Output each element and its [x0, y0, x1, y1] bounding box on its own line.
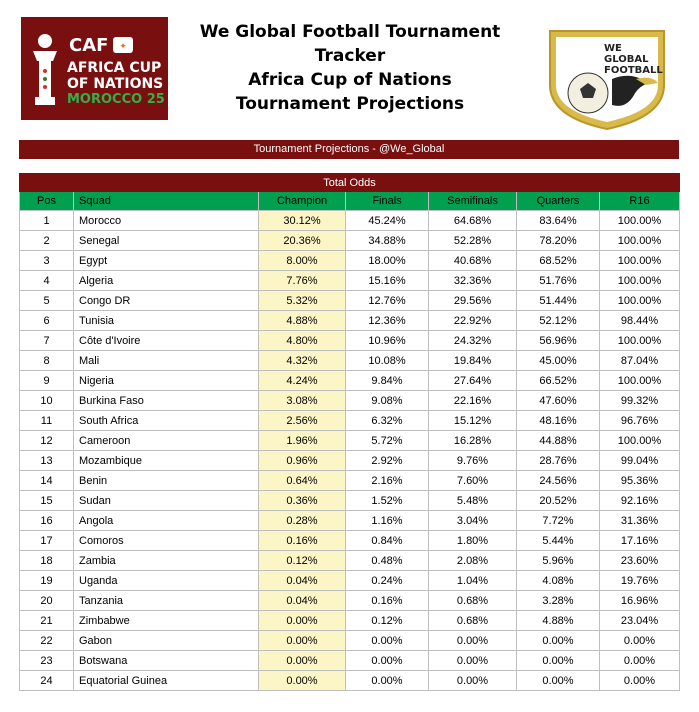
wg-logo-line1: WE — [604, 43, 622, 54]
we-global-football-logo — [542, 25, 672, 132]
champion-cell: 0.04% — [259, 571, 346, 591]
semifinals-cell: 0.00% — [429, 651, 517, 671]
quarters-cell: 5.96% — [517, 551, 600, 571]
squad-cell: Cameroon — [74, 431, 259, 451]
quarters-cell: 56.96% — [517, 331, 600, 351]
pos-cell: 1 — [20, 211, 74, 231]
quarters-cell: 78.20% — [517, 231, 600, 251]
champion-cell: 8.00% — [259, 251, 346, 271]
finals-cell: 2.92% — [346, 451, 429, 471]
page-subtitle-2: Tournament Projections — [235, 94, 465, 114]
squad-cell: Benin — [74, 471, 259, 491]
squad-cell: Zimbabwe — [74, 611, 259, 631]
table-row — [20, 571, 680, 591]
table-row — [20, 471, 680, 491]
r16-cell: 100.00% — [600, 251, 680, 271]
group-header: Total Odds — [20, 174, 680, 192]
semifinals-cell: 22.16% — [429, 391, 517, 411]
quarters-cell: 83.64% — [517, 211, 600, 231]
finals-cell: 5.72% — [346, 431, 429, 451]
afcon-trophy-icon — [21, 17, 168, 120]
table-row — [20, 531, 680, 551]
champion-cell: 30.12% — [259, 211, 346, 231]
quarters-cell: 24.56% — [517, 471, 600, 491]
r16-cell: 100.00% — [600, 431, 680, 451]
champion-cell: 7.76% — [259, 271, 346, 291]
pos-cell: 15 — [20, 491, 74, 511]
table-row — [20, 211, 680, 231]
semifinals-cell: 29.56% — [429, 291, 517, 311]
squad-cell: Comoros — [74, 531, 259, 551]
table-group-header-row — [20, 174, 680, 192]
table-row — [20, 611, 680, 631]
r16-cell: 100.00% — [600, 371, 680, 391]
table-row — [20, 391, 680, 411]
r16-cell: 87.04% — [600, 351, 680, 371]
title-block — [170, 20, 530, 116]
col-header-finals: Finals — [346, 192, 429, 211]
table-row — [20, 371, 680, 391]
finals-cell: 0.00% — [346, 671, 429, 691]
pos-cell: 17 — [20, 531, 74, 551]
semifinals-cell: 64.68% — [429, 211, 517, 231]
quarters-cell: 5.44% — [517, 531, 600, 551]
r16-cell: 96.76% — [600, 411, 680, 431]
quarters-cell: 3.28% — [517, 591, 600, 611]
total-odds-table — [19, 173, 680, 691]
pos-cell: 22 — [20, 631, 74, 651]
table-row — [20, 491, 680, 511]
quarters-cell: 45.00% — [517, 351, 600, 371]
r16-cell: 17.16% — [600, 531, 680, 551]
champion-cell: 0.28% — [259, 511, 346, 531]
squad-cell: Morocco — [74, 211, 259, 231]
svg-text:✦: ✦ — [119, 42, 127, 52]
pos-cell: 16 — [20, 511, 74, 531]
semifinals-cell: 5.48% — [429, 491, 517, 511]
r16-cell: 0.00% — [600, 651, 680, 671]
champion-cell: 5.32% — [259, 291, 346, 311]
col-header-semifinals: Semifinals — [429, 192, 517, 211]
quarters-cell: 47.60% — [517, 391, 600, 411]
pos-cell: 20 — [20, 591, 74, 611]
caf-logo-line1: CAF — [69, 35, 109, 56]
quarters-cell: 68.52% — [517, 251, 600, 271]
semifinals-cell: 24.32% — [429, 331, 517, 351]
quarters-cell: 20.52% — [517, 491, 600, 511]
semifinals-cell: 16.28% — [429, 431, 517, 451]
squad-cell: Zambia — [74, 551, 259, 571]
finals-cell: 0.12% — [346, 611, 429, 631]
pos-cell: 7 — [20, 331, 74, 351]
quarters-cell: 0.00% — [517, 631, 600, 651]
squad-cell: Uganda — [74, 571, 259, 591]
pos-cell: 3 — [20, 251, 74, 271]
caf-logo-line4: MOROCCO 25 — [67, 92, 165, 107]
pos-cell: 8 — [20, 351, 74, 371]
pos-cell: 21 — [20, 611, 74, 631]
table-row — [20, 651, 680, 671]
champion-cell: 4.80% — [259, 331, 346, 351]
pos-cell: 18 — [20, 551, 74, 571]
wg-logo-line3: FOOTBALL — [604, 65, 663, 76]
quarters-cell: 51.76% — [517, 271, 600, 291]
champion-cell: 4.24% — [259, 371, 346, 391]
squad-cell: Egypt — [74, 251, 259, 271]
table-row — [20, 631, 680, 651]
squad-cell: Mozambique — [74, 451, 259, 471]
semifinals-cell: 40.68% — [429, 251, 517, 271]
semifinals-cell: 0.00% — [429, 671, 517, 691]
r16-cell: 19.76% — [600, 571, 680, 591]
squad-cell: Equatorial Guinea — [74, 671, 259, 691]
table-row — [20, 671, 680, 691]
col-header-pos: Pos — [20, 192, 74, 211]
pos-cell: 19 — [20, 571, 74, 591]
r16-cell: 0.00% — [600, 631, 680, 651]
semifinals-cell: 19.84% — [429, 351, 517, 371]
page-subtitle: Africa Cup of Nations — [248, 70, 452, 90]
table-row — [20, 291, 680, 311]
r16-cell: 100.00% — [600, 291, 680, 311]
r16-cell: 95.36% — [600, 471, 680, 491]
r16-cell: 31.36% — [600, 511, 680, 531]
champion-cell: 0.64% — [259, 471, 346, 491]
r16-cell: 23.04% — [600, 611, 680, 631]
squad-cell: Sudan — [74, 491, 259, 511]
table-row — [20, 411, 680, 431]
champion-cell: 0.16% — [259, 531, 346, 551]
finals-cell: 2.16% — [346, 471, 429, 491]
finals-cell: 9.84% — [346, 371, 429, 391]
semifinals-cell: 1.80% — [429, 531, 517, 551]
pos-cell: 6 — [20, 311, 74, 331]
r16-cell: 16.96% — [600, 591, 680, 611]
caf-logo-line3: OF NATIONS — [67, 76, 164, 92]
table-row — [20, 351, 680, 371]
champion-cell: 3.08% — [259, 391, 346, 411]
squad-cell: Tunisia — [74, 311, 259, 331]
champion-cell: 0.36% — [259, 491, 346, 511]
r16-cell: 100.00% — [600, 271, 680, 291]
pos-cell: 5 — [20, 291, 74, 311]
odds-table-container — [19, 173, 679, 691]
semifinals-cell: 0.68% — [429, 591, 517, 611]
table-row — [20, 451, 680, 471]
table-row — [20, 591, 680, 611]
squad-cell: Côte d'Ivoire — [74, 331, 259, 351]
pos-cell: 23 — [20, 651, 74, 671]
table-row — [20, 431, 680, 451]
finals-cell: 15.16% — [346, 271, 429, 291]
finals-cell: 0.24% — [346, 571, 429, 591]
page-title: We Global Football Tournament Tracker — [199, 22, 501, 66]
quarters-cell: 0.00% — [517, 651, 600, 671]
finals-cell: 0.84% — [346, 531, 429, 551]
quarters-cell: 52.12% — [517, 311, 600, 331]
semifinals-cell: 32.36% — [429, 271, 517, 291]
finals-cell: 18.00% — [346, 251, 429, 271]
squad-cell: Tanzania — [74, 591, 259, 611]
table-header-row — [20, 192, 680, 211]
table-row — [20, 271, 680, 291]
champion-cell: 2.56% — [259, 411, 346, 431]
finals-cell: 9.08% — [346, 391, 429, 411]
semifinals-cell: 27.64% — [429, 371, 517, 391]
shield-icon — [542, 25, 672, 132]
semifinals-cell: 52.28% — [429, 231, 517, 251]
squad-cell: Angola — [74, 511, 259, 531]
r16-cell: 100.00% — [600, 331, 680, 351]
caf-afcon-logo — [21, 17, 168, 120]
table-row — [20, 251, 680, 271]
table-row — [20, 331, 680, 351]
champion-cell: 4.88% — [259, 311, 346, 331]
col-header-quarters: Quarters — [517, 192, 600, 211]
wg-logo-line2: GLOBAL — [604, 54, 649, 65]
champion-cell: 20.36% — [259, 231, 346, 251]
r16-cell: 92.16% — [600, 491, 680, 511]
semifinals-cell: 3.04% — [429, 511, 517, 531]
pos-cell: 13 — [20, 451, 74, 471]
semifinals-cell: 0.00% — [429, 631, 517, 651]
champion-cell: 0.00% — [259, 611, 346, 631]
table-row — [20, 311, 680, 331]
finals-cell: 0.00% — [346, 631, 429, 651]
squad-cell: Senegal — [74, 231, 259, 251]
finals-cell: 1.52% — [346, 491, 429, 511]
quarters-cell: 66.52% — [517, 371, 600, 391]
champion-cell: 0.00% — [259, 651, 346, 671]
squad-cell: Congo DR — [74, 291, 259, 311]
semifinals-cell: 2.08% — [429, 551, 517, 571]
semifinals-cell: 22.92% — [429, 311, 517, 331]
finals-cell: 12.76% — [346, 291, 429, 311]
r16-cell: 0.00% — [600, 671, 680, 691]
quarters-cell: 0.00% — [517, 671, 600, 691]
finals-cell: 10.96% — [346, 331, 429, 351]
finals-cell: 0.00% — [346, 651, 429, 671]
r16-cell: 100.00% — [600, 231, 680, 251]
semifinals-cell: 1.04% — [429, 571, 517, 591]
champion-cell: 0.04% — [259, 591, 346, 611]
r16-cell: 99.32% — [600, 391, 680, 411]
semifinals-cell: 9.76% — [429, 451, 517, 471]
squad-cell: Nigeria — [74, 371, 259, 391]
finals-cell: 34.88% — [346, 231, 429, 251]
pos-cell: 9 — [20, 371, 74, 391]
pos-cell: 24 — [20, 671, 74, 691]
pos-cell: 4 — [20, 271, 74, 291]
table-row — [20, 511, 680, 531]
champion-cell: 0.12% — [259, 551, 346, 571]
table-body — [20, 211, 680, 691]
finals-cell: 45.24% — [346, 211, 429, 231]
finals-cell: 0.16% — [346, 591, 429, 611]
col-header-squad: Squad — [74, 192, 259, 211]
champion-cell: 1.96% — [259, 431, 346, 451]
champion-cell: 4.32% — [259, 351, 346, 371]
col-header-r16: R16 — [600, 192, 680, 211]
pos-cell: 12 — [20, 431, 74, 451]
r16-cell: 100.00% — [600, 211, 680, 231]
col-header-champion: Champion — [259, 192, 346, 211]
finals-cell: 12.36% — [346, 311, 429, 331]
finals-cell: 10.08% — [346, 351, 429, 371]
page-header — [0, 0, 699, 140]
champion-cell: 0.00% — [259, 671, 346, 691]
squad-cell: Burkina Faso — [74, 391, 259, 411]
pos-cell: 10 — [20, 391, 74, 411]
finals-cell: 1.16% — [346, 511, 429, 531]
quarters-cell: 7.72% — [517, 511, 600, 531]
quarters-cell: 44.88% — [517, 431, 600, 451]
squad-cell: Mali — [74, 351, 259, 371]
squad-cell: Botswana — [74, 651, 259, 671]
semifinals-cell: 15.12% — [429, 411, 517, 431]
semifinals-cell: 0.68% — [429, 611, 517, 631]
table-row — [20, 231, 680, 251]
squad-cell: Algeria — [74, 271, 259, 291]
squad-cell: Gabon — [74, 631, 259, 651]
quarters-cell: 48.16% — [517, 411, 600, 431]
champion-cell: 0.00% — [259, 631, 346, 651]
pos-cell: 2 — [20, 231, 74, 251]
squad-cell: South Africa — [74, 411, 259, 431]
section-title-bar: Tournament Projections - @We_Global — [19, 140, 679, 159]
caf-logo-line2: AFRICA CUP — [67, 60, 162, 76]
r16-cell: 98.44% — [600, 311, 680, 331]
finals-cell: 6.32% — [346, 411, 429, 431]
quarters-cell: 4.88% — [517, 611, 600, 631]
quarters-cell: 28.76% — [517, 451, 600, 471]
pos-cell: 11 — [20, 411, 74, 431]
quarters-cell: 51.44% — [517, 291, 600, 311]
pos-cell: 14 — [20, 471, 74, 491]
quarters-cell: 4.08% — [517, 571, 600, 591]
champion-cell: 0.96% — [259, 451, 346, 471]
semifinals-cell: 7.60% — [429, 471, 517, 491]
table-row — [20, 551, 680, 571]
finals-cell: 0.48% — [346, 551, 429, 571]
r16-cell: 99.04% — [600, 451, 680, 471]
r16-cell: 23.60% — [600, 551, 680, 571]
